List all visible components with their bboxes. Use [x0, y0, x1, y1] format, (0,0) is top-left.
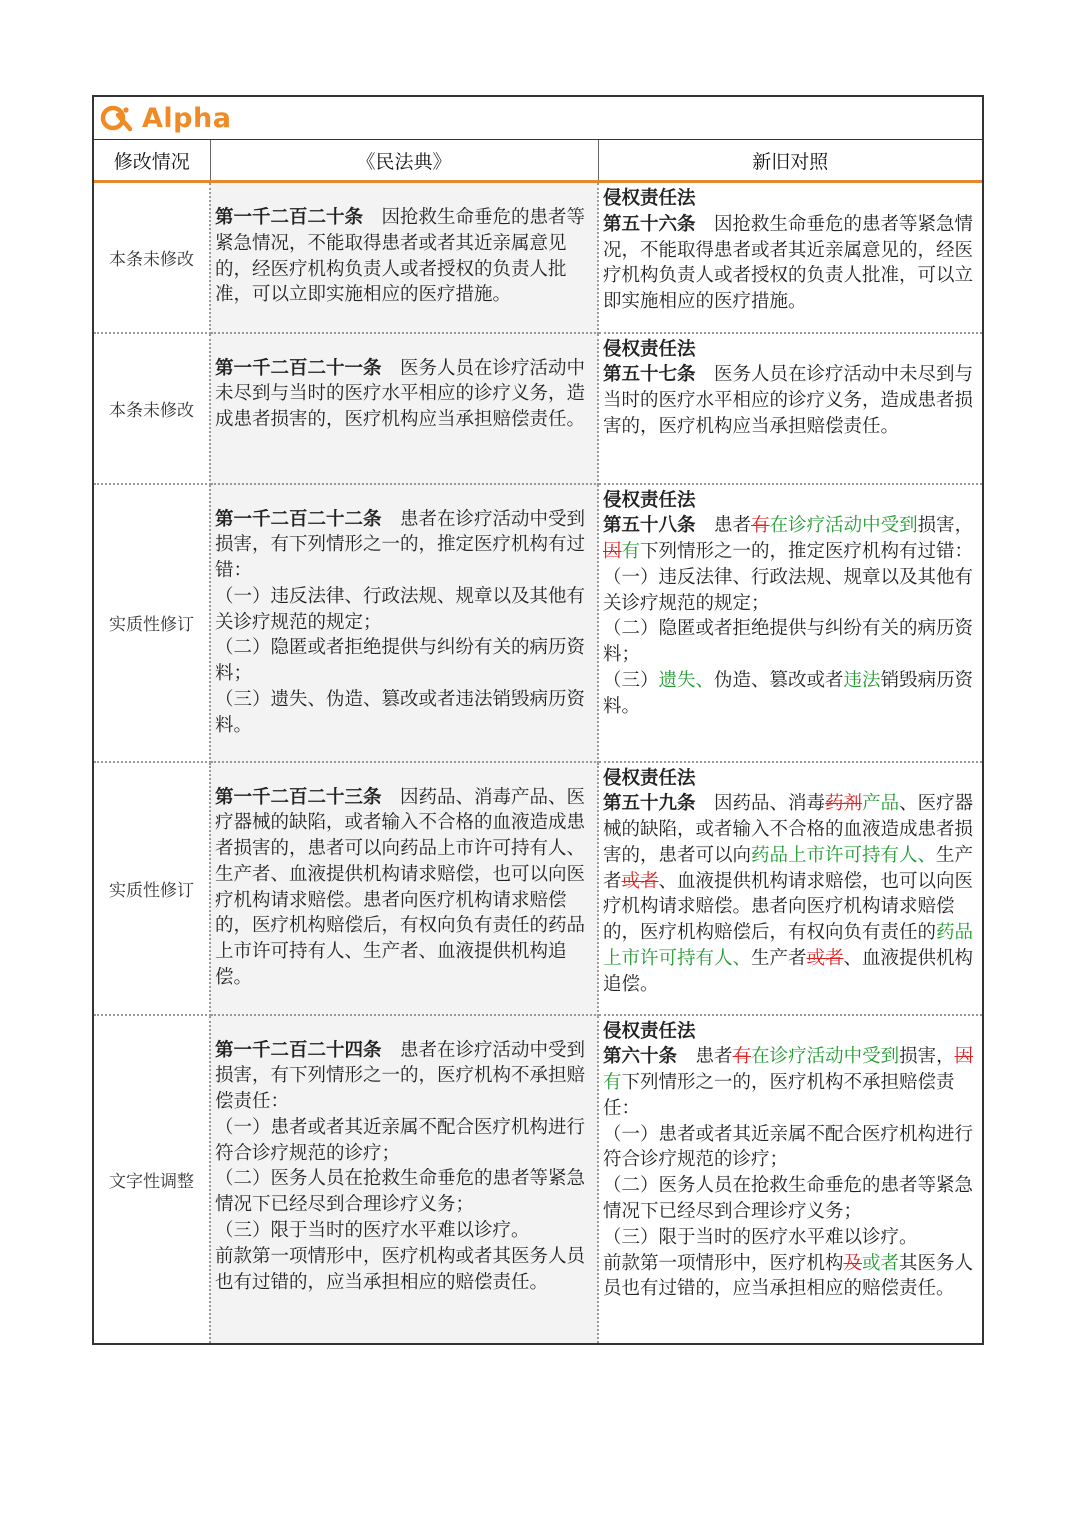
unchanged-text: 因药品、消毒 — [714, 793, 826, 815]
added-text: 有 — [603, 1072, 622, 1094]
civil-code-text — [211, 1016, 597, 1296]
deleted-text: 或者 — [806, 948, 844, 970]
old-article-number: 第五十八条 — [603, 515, 696, 537]
source-law-name: 侵权责任法 — [603, 489, 696, 511]
unchanged-text: 损害， — [917, 515, 974, 537]
added-text: 或者 — [862, 1252, 900, 1274]
civil-article-number: 第一千二百二十四条 — [215, 1039, 382, 1061]
deleted-text: 药剂 — [825, 793, 863, 815]
unchanged-text: 患者 — [695, 1046, 733, 1068]
unchanged-text: 、血液提供机构请求赔偿，也可以向医疗机构请求赔偿。患者向医疗机构请求赔偿的，医疗机构赔偿后，有权向负有责任的 — [603, 870, 974, 944]
unchanged-text: 生产者 — [603, 844, 974, 892]
civil-article-text: 医务人员在诊疗活动中未尽到与当时的医疗水平相应的诊疗义务，造成患者损害的，医疗机构应当承担赔偿责任。 — [215, 357, 586, 431]
civil-code-text — [211, 183, 597, 308]
comparison-text — [599, 1016, 982, 1303]
source-law-name: 侵权责任法 — [603, 188, 696, 209]
comparison-cell — [598, 1015, 982, 1343]
deleted-text: 因 — [603, 541, 622, 563]
deleted-text: 因 — [954, 1046, 974, 1068]
unchanged-text: 患者 — [714, 515, 752, 537]
added-text: 在诊疗活动中受到 — [751, 1046, 900, 1068]
added-text: 违法 — [843, 670, 881, 692]
civil-code-cell — [210, 762, 598, 1015]
comparison-text — [599, 334, 982, 440]
old-article-number: 第五十九条 — [603, 793, 696, 815]
source-law-name: 侵权责任法 — [603, 338, 696, 360]
civil-article-text: 因抢救生命垂危的患者等紧急情况，不能取得患者或者其近亲属意见的，经医疗机构负责人或者授权的负责人批准，可以立即实施相应的医疗措施。 — [215, 207, 586, 306]
table-row — [94, 182, 982, 333]
civil-article-text: 患者在诊疗活动中受到损害，有下列情形之一的，医疗机构不承担赔偿责任： （一）患者或者其近亲属不配合医疗机构进行符合诊疗规范的诊疗； （二）医务人员在抢救生命垂危的患者等紧急情况下已经尽到合理诊疗义务； （三）限于当时的医疗水平难以诊疗。 前款第一项情形中，医疗机构或者其医务人员也有过错的，应当承担相应的赔偿责任。 — [215, 1039, 586, 1293]
added-text: 药品上市许可持有人、 — [751, 844, 937, 866]
comparison-cell — [598, 182, 982, 333]
table-row — [94, 762, 982, 1015]
unchanged-text: 伪造、篡改或者 — [714, 670, 844, 692]
comparison-text — [599, 183, 982, 315]
deleted-text: 及 — [843, 1252, 863, 1274]
header-status: 修改情况 — [94, 140, 210, 182]
added-text: 有 — [621, 541, 641, 563]
old-article-number: 第六十条 — [603, 1046, 678, 1068]
revision-status: 文字性调整 — [94, 1015, 210, 1343]
unchanged-text: 、医疗器械的缺陷，或者输入不合格的血液造成患者损害的，患者可以向 — [603, 793, 974, 866]
civil-code-cell — [210, 1015, 598, 1343]
added-text: 产品 — [862, 793, 900, 815]
comparison-cell — [598, 484, 982, 762]
table-row — [94, 1015, 982, 1343]
civil-code-text — [211, 485, 597, 739]
old-article-number: 第五十六条 — [603, 213, 696, 235]
unchanged-text: 生产者 — [751, 948, 807, 970]
source-law-name: 侵权责任法 — [603, 1020, 696, 1042]
old-article-number: 第五十七条 — [603, 364, 696, 386]
alpha-logo-icon — [100, 103, 132, 133]
revision-status: 本条未修改 — [94, 333, 210, 484]
revision-status: 本条未修改 — [94, 182, 210, 333]
added-text: 药品上市许可持有人、 — [603, 922, 974, 970]
civil-article-number: 第一千二百二十一条 — [215, 357, 382, 379]
table-row — [94, 333, 982, 484]
comparison-text — [599, 763, 982, 998]
source-law-name: 侵权责任法 — [603, 767, 696, 789]
civil-code-text — [211, 334, 597, 433]
unchanged-text: 医务人员在诊疗活动中未尽到与当时的医疗水平相应的诊疗义务，造成患者损害的，医疗机构应当承担赔偿责任。 — [603, 364, 974, 437]
comparison-cell — [598, 762, 982, 1015]
comparison-table — [94, 140, 982, 1343]
civil-article-number: 第一千二百二十三条 — [215, 786, 382, 808]
civil-code-text — [211, 763, 597, 991]
brand-bar — [94, 97, 982, 140]
table-row — [94, 484, 982, 762]
unchanged-text: 其医务人员也有过错的，应当承担相应的赔偿责任。 — [603, 1252, 974, 1300]
unchanged-text: 因抢救生命垂危的患者等紧急情况，不能取得患者或者其近亲属意见的，经医疗机构负责人或者授权的负责人批准，可以立即实施相应的医疗措施。 — [603, 213, 974, 313]
deleted-text: 有 — [732, 1046, 752, 1068]
comparison-cell — [598, 333, 982, 484]
added-text: 遗失、 — [658, 670, 715, 692]
header-civil-code: 《民法典》 — [210, 140, 598, 182]
added-text: 在诊疗活动中受到 — [769, 515, 918, 537]
document-frame — [92, 95, 984, 1345]
revision-status: 实质性修订 — [94, 762, 210, 1015]
revision-status: 实质性修订 — [94, 484, 210, 762]
civil-article-number: 第一千二百二十条 — [215, 207, 364, 228]
civil-article-text: 因药品、消毒产品、医疗器械的缺陷，或者输入不合格的血液造成患者损害的，患者可以向药品上市许可持有人、生产者、血液提供机构请求赔偿，也可以向医疗机构请求赔偿。患者向医疗机构请求赔偿的，医疗机构赔偿后，有权向负有责任的药品上市许可持有人、生产者、血液提供机构追偿。 — [215, 786, 586, 989]
header-row — [94, 140, 982, 182]
header-comparison: 新旧对照 — [598, 140, 982, 182]
comparison-text — [599, 485, 982, 720]
unchanged-text: 、血液提供机构追偿。 — [603, 948, 974, 995]
brand-name: Alpha — [142, 102, 232, 134]
civil-code-cell — [210, 182, 598, 333]
unchanged-text: 损害， — [899, 1046, 955, 1068]
civil-code-cell — [210, 333, 598, 484]
deleted-text: 或者 — [621, 870, 659, 892]
unchanged-text: 下列情形之一的，医疗机构不承担赔偿责任： （一）患者或者其近亲属不配合医疗机构进行符合诊疗规范的诊疗； （二）医务人员在抢救生命垂危的患者等紧急情况下已经尽到合理诊疗义务； （三）限于当时的医疗水平难以诊疗。 前款第一项情形中，医疗机构 — [603, 1072, 974, 1274]
civil-article-text: 患者在诊疗活动中受到损害，有下列情形之一的，推定医疗机构有过错： （一）违反法律、行政法规、规章以及其他有关诊疗规范的规定； （二）隐匿或者拒绝提供与纠纷有关的病历资料； （三）遗失、伪造、篡改或者违法销毁病历资料。 — [215, 508, 586, 736]
deleted-text: 有 — [751, 515, 770, 537]
unchanged-text: 下列情形之一的，推定医疗机构有过错： （一）违反法律、行政法规、规章以及其他有关诊疗规范的规定； （二）隐匿或者拒绝提供与纠纷有关的病历资料； （三） — [603, 541, 974, 692]
civil-article-number: 第一千二百二十二条 — [215, 508, 382, 530]
civil-code-cell — [210, 484, 598, 762]
unchanged-text: 销毁病历资料。 — [603, 670, 974, 717]
